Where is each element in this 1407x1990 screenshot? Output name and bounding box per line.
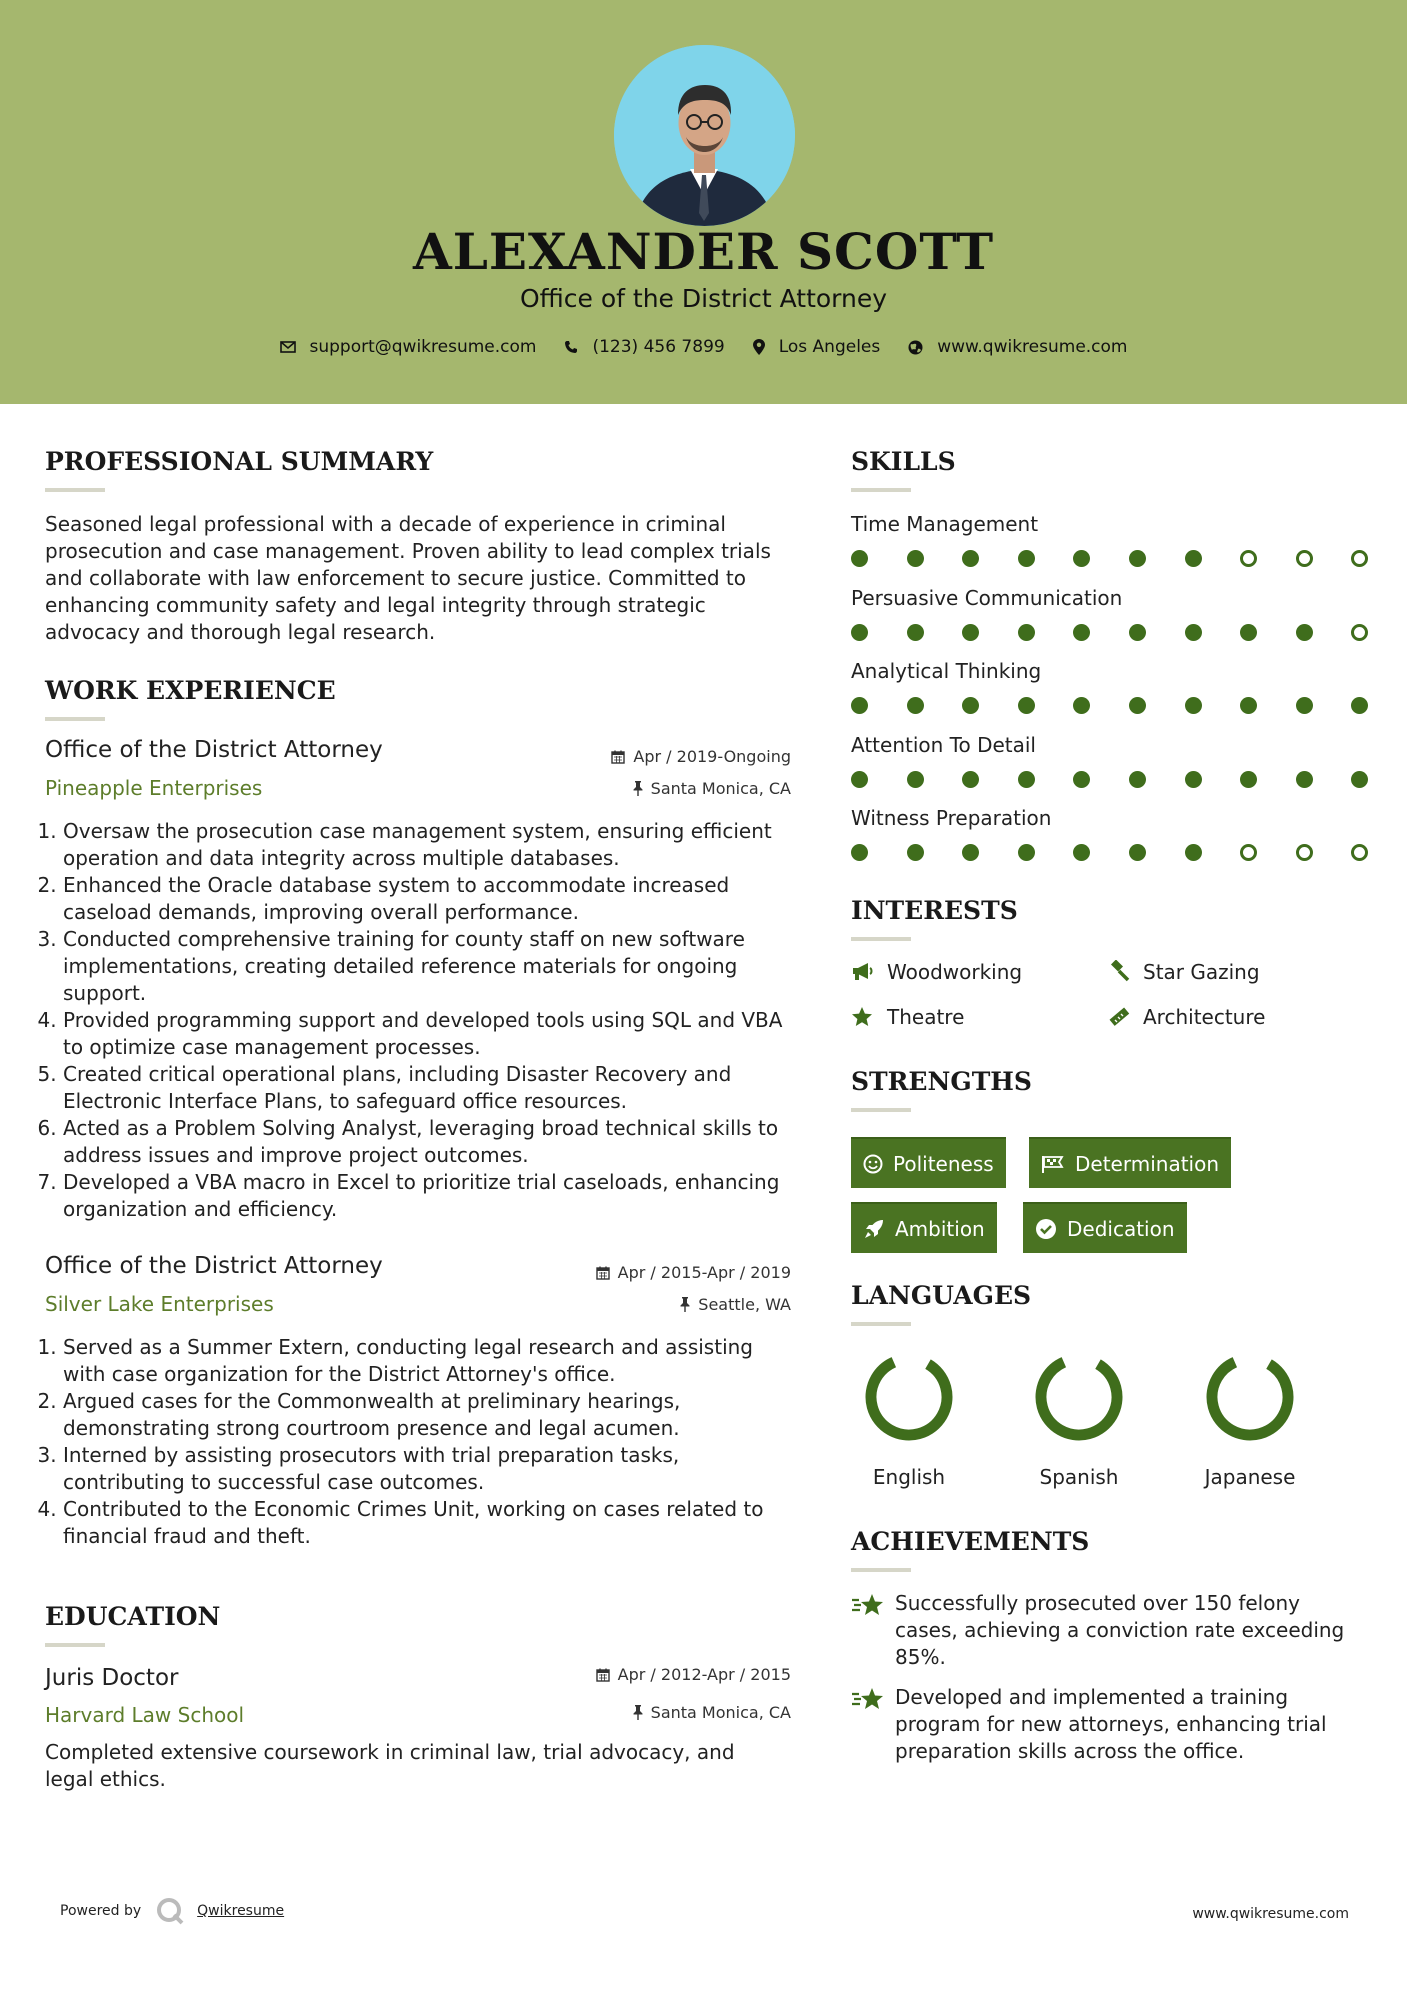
footer-website[interactable]: www.qwikresume.com <box>1192 1906 1349 1922</box>
smile-icon <box>863 1154 883 1174</box>
education-school: Harvard Law School <box>45 1703 245 1727</box>
job-2-bullets <box>43 1334 798 1550</box>
skill-dot-filled <box>1185 697 1202 714</box>
skill-dot-filled <box>907 771 924 788</box>
skill-dot-filled <box>1240 624 1257 641</box>
list-item: 3. Conducted comprehensive training for county staff on new software implementations, creating detailed reference materials for ongoing support. <box>63 926 798 1007</box>
job-1-title: Office of the District Attorney <box>45 737 383 763</box>
skill-dot-filled <box>1351 771 1368 788</box>
interest-label: Woodworking <box>887 960 1023 984</box>
skill-dot-filled <box>1018 771 1035 788</box>
skill-dot-filled <box>962 550 979 567</box>
skill-dot-filled <box>1018 624 1035 641</box>
contact-website[interactable] <box>908 337 1127 357</box>
skill-label: Time Management <box>851 512 1039 536</box>
megaphone-icon <box>851 962 887 982</box>
calendar-icon <box>611 750 625 764</box>
profile-photo <box>614 45 795 226</box>
skill-dot-filled <box>962 844 979 861</box>
skill-dot-filled <box>1185 771 1202 788</box>
strengths-divider <box>851 1108 911 1112</box>
skill-dot-empty <box>1351 844 1368 861</box>
languages-divider <box>851 1322 911 1326</box>
calendar-icon <box>596 1266 610 1280</box>
job-1-location <box>520 779 791 798</box>
skill-dot-filled <box>1073 624 1090 641</box>
rocket-icon <box>863 1218 885 1240</box>
envelope-icon <box>280 341 296 353</box>
skill-label: Persuasive Communication <box>851 585 1123 610</box>
check-circle-icon <box>1035 1218 1057 1240</box>
list-item: 1. Served as a Summer Extern, conducting legal research and assisting with case organization for the District Attorney's office. <box>63 1334 798 1388</box>
job-2-company: Silver Lake Enterprises <box>45 1292 274 1316</box>
education-location-text: Santa Monica, CA <box>650 1703 791 1722</box>
globe-icon <box>908 340 923 355</box>
skill-rating <box>851 771 1407 788</box>
skill-dot-filled <box>907 624 924 641</box>
skill-dot-filled <box>1129 697 1146 714</box>
interest-label: Star Gazing <box>1143 960 1260 984</box>
skill-label: Attention To Detail <box>851 732 1036 757</box>
strength-dedication <box>1023 1202 1187 1253</box>
job-2-location-text: Seattle, WA <box>698 1295 791 1314</box>
skill-dot-empty <box>1240 844 1257 861</box>
interest-architecture <box>1107 1005 1265 1029</box>
list-item: 6. Acted as a Problem Solving Analyst, leveraging broad technical skills to address issues and improve project outcomes. <box>63 1115 798 1169</box>
footer-powered-by <box>60 1896 284 1926</box>
list-item: 5. Created critical operational plans, including Disaster Recovery and Electronic Interface Plans, to safeguard office resources. <box>63 1061 798 1115</box>
education-dates-text: Apr / 2012-Apr / 2015 <box>617 1665 791 1684</box>
contact-location-text: Los Angeles <box>778 337 881 357</box>
language-ring-arc <box>859 1347 959 1447</box>
language-ring <box>1029 1347 1129 1447</box>
interest-label: Architecture <box>1143 1005 1266 1029</box>
map-pin-icon <box>753 339 765 355</box>
qwikresume-logo-icon <box>155 1896 185 1926</box>
skill-dot-filled <box>851 771 868 788</box>
strength-ambition <box>851 1202 997 1253</box>
achievement-item-2 <box>851 1684 1365 1765</box>
contact-email[interactable] <box>280 337 537 357</box>
list-item: 1. Oversaw the prosecution case management system, ensuring efficient operation and data integrity across multiple databases. <box>63 818 798 872</box>
contact-website-text: www.qwikresume.com <box>937 337 1128 357</box>
skill-dot-filled <box>851 624 868 641</box>
job-1-location-text: Santa Monica, CA <box>650 779 791 798</box>
experience-heading: WORK EXPERIENCE <box>45 676 336 705</box>
interest-star-gazing <box>1107 960 1260 984</box>
skill-dot-empty <box>1296 844 1313 861</box>
gavel-icon <box>1107 960 1143 984</box>
skill-dot-filled <box>907 550 924 567</box>
education-location <box>520 1703 791 1722</box>
list-item: 7. Developed a VBA macro in Excel to prioritize trial caseloads, enhancing organization and efficiency. <box>63 1169 798 1223</box>
skills-heading: SKILLS <box>851 447 956 476</box>
list-item: 4. Provided programming support and developed tools using SQL and VBA to optimize case management processes. <box>63 1007 798 1061</box>
phone-icon <box>564 340 578 354</box>
contact-email-text: support@qwikresume.com <box>309 337 537 357</box>
language-ring-arc <box>1200 1347 1300 1447</box>
skill-dot-filled <box>1018 697 1035 714</box>
job-2-dates-text: Apr / 2015-Apr / 2019 <box>617 1263 791 1282</box>
skill-dot-filled <box>1296 624 1313 641</box>
interest-woodworking <box>851 960 1022 984</box>
skill-rating <box>851 624 1407 641</box>
summary-divider <box>45 488 105 492</box>
interests-divider <box>851 937 911 941</box>
achievements-divider <box>851 1568 911 1572</box>
candidate-title: Office of the District Attorney <box>519 284 888 313</box>
calendar-icon <box>596 1668 610 1682</box>
candidate-name: ALEXANDER SCOTT <box>412 222 995 281</box>
language-label: English <box>872 1465 946 1489</box>
strength-label: Dedication <box>1067 1216 1175 1241</box>
pushpin-icon <box>680 1297 690 1312</box>
resume-header <box>0 0 1407 404</box>
skill-dot-filled <box>1185 624 1202 641</box>
education-heading: EDUCATION <box>45 1602 221 1631</box>
skill-dot-filled <box>1073 844 1090 861</box>
strength-determination <box>1029 1137 1231 1188</box>
education-text: Completed extensive coursework in criminal law, trial advocacy, and legal ethics. <box>45 1740 735 1791</box>
skill-dot-empty <box>1240 550 1257 567</box>
powered-by-text: Powered by <box>60 1903 142 1919</box>
strength-label: Politeness <box>893 1151 994 1176</box>
skill-dot-empty <box>1351 550 1368 567</box>
interest-label: Theatre <box>887 1005 965 1029</box>
strength-label: Determination <box>1075 1151 1220 1176</box>
skill-dot-filled <box>1129 624 1146 641</box>
list-item: 3. Interned by assisting prosecutors with trial preparation tasks, contributing to successful case outcomes. <box>63 1442 798 1496</box>
interests-heading: INTERESTS <box>851 896 1018 925</box>
languages-heading: LANGUAGES <box>851 1281 1032 1310</box>
contact-phone-text: (123) 456 7899 <box>592 337 725 357</box>
brand-link[interactable]: Qwikresume <box>197 1903 285 1919</box>
skill-dot-filled <box>1185 550 1202 567</box>
skill-dot-filled <box>851 697 868 714</box>
summary-heading: PROFESSIONAL SUMMARY <box>45 447 434 476</box>
education-dates <box>520 1665 791 1684</box>
skill-dot-filled <box>1185 844 1202 861</box>
star-icon <box>851 1006 887 1028</box>
job-1-dates-text: Apr / 2019-Ongoing <box>633 747 791 766</box>
skill-rating <box>851 550 1407 567</box>
skill-dot-filled <box>1018 550 1035 567</box>
skill-dot-filled <box>1073 697 1090 714</box>
pushpin-icon <box>633 781 643 796</box>
summary-text: Seasoned legal professional with a decade of experience in criminal prosecution and case management. Proven ability to lead complex trials and collaborate with law enforcement to secure justice. Committed to enhancing community safety and legal integrity through strategic advocacy and thorough legal research. <box>45 512 771 644</box>
contact-bar <box>0 337 1407 357</box>
skills-divider <box>851 488 911 492</box>
skill-dot-filled <box>1129 550 1146 567</box>
achievement-item-1 <box>851 1590 1365 1671</box>
star-achievement-icon <box>851 1684 895 1765</box>
skill-dot-filled <box>851 550 868 567</box>
list-item: 2. Argued cases for the Commonwealth at preliminary hearings, demonstrating strong courtroom presence and legal acumen. <box>63 1388 798 1442</box>
job-2-location <box>520 1295 791 1314</box>
language-ring-arc <box>1029 1347 1129 1447</box>
skill-dot-empty <box>1296 550 1313 567</box>
language-ring <box>1200 1347 1300 1447</box>
skill-dot-filled <box>1296 771 1313 788</box>
strength-label: Ambition <box>895 1216 985 1241</box>
skill-dot-filled <box>1073 550 1090 567</box>
ruler-icon <box>1107 1006 1143 1028</box>
experience-divider <box>45 717 105 721</box>
job-2-title: Office of the District Attorney <box>45 1253 383 1279</box>
skill-dot-filled <box>1018 844 1035 861</box>
job-1-bullets <box>43 818 798 1223</box>
language-label: Spanish <box>1039 1465 1119 1489</box>
skill-label: Analytical Thinking <box>851 659 1042 683</box>
pushpin-icon <box>633 1705 643 1720</box>
skill-dot-filled <box>1240 771 1257 788</box>
skill-dot-filled <box>962 624 979 641</box>
skill-dot-filled <box>1073 771 1090 788</box>
job-2-dates <box>520 1263 791 1282</box>
skill-dot-filled <box>1296 697 1313 714</box>
contact-location <box>753 337 881 357</box>
achievement-text: Successfully prosecuted over 150 felony cases, achieving a conviction rate exceeding 85%. <box>895 1591 1345 1669</box>
list-item: 2. Enhanced the Oracle database system to accommodate increased caseload demands, improving overall performance. <box>63 872 798 926</box>
education-divider <box>45 1643 105 1647</box>
list-item: 4. Contributed to the Economic Crimes Unit, working on cases related to financial fraud and theft. <box>63 1496 798 1550</box>
star-achievement-icon <box>851 1590 895 1671</box>
skill-dot-filled <box>962 771 979 788</box>
skill-rating <box>851 844 1407 861</box>
job-1-dates <box>520 747 791 766</box>
skill-dot-empty <box>1351 624 1368 641</box>
strengths-heading: STRENGTHS <box>851 1067 1032 1096</box>
skill-label: Witness Preparation <box>851 806 1052 830</box>
skill-dot-filled <box>907 697 924 714</box>
flag-icon <box>1041 1154 1065 1174</box>
contact-phone[interactable] <box>564 337 724 357</box>
skill-dot-filled <box>907 844 924 861</box>
skill-dot-filled <box>1351 697 1368 714</box>
job-1-company: Pineapple Enterprises <box>45 776 263 800</box>
strength-politeness <box>851 1137 1006 1188</box>
skill-rating <box>851 697 1407 714</box>
language-ring <box>859 1347 959 1447</box>
skill-dot-filled <box>962 697 979 714</box>
achievements-heading: ACHIEVEMENTS <box>851 1527 1090 1556</box>
skill-dot-filled <box>851 844 868 861</box>
skill-dot-filled <box>1240 697 1257 714</box>
language-label: Japanese <box>1204 1465 1296 1489</box>
interest-theatre <box>851 1005 964 1029</box>
achievement-text: Developed and implemented a training program for new attorneys, enhancing trial preparation skills across the office. <box>895 1685 1327 1763</box>
education-degree: Juris Doctor <box>45 1665 179 1691</box>
skill-dot-filled <box>1129 844 1146 861</box>
skill-dot-filled <box>1129 771 1146 788</box>
